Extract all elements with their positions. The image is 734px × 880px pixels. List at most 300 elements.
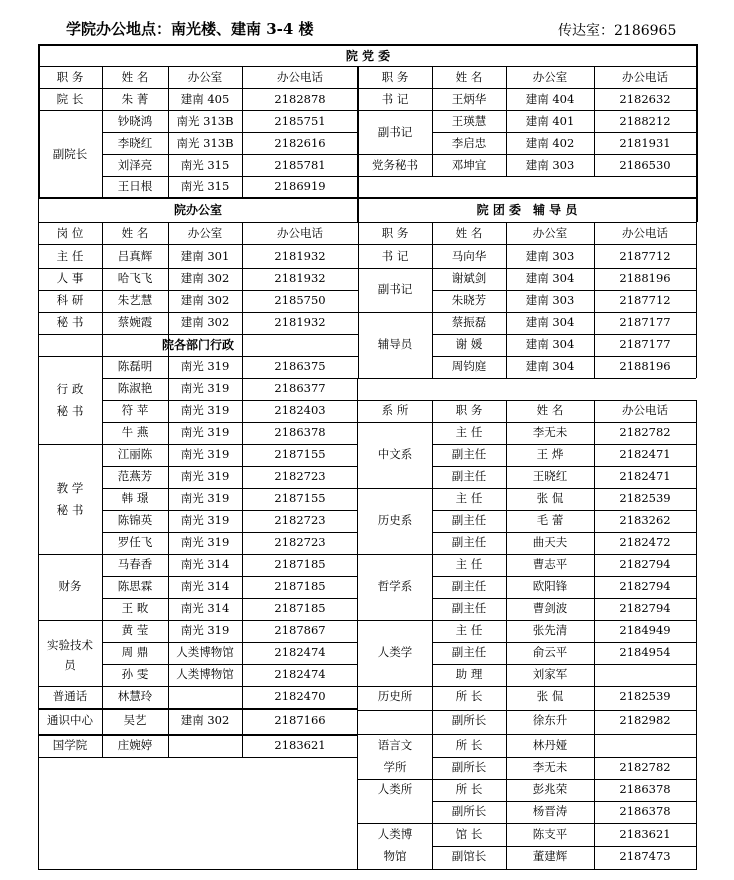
phone: 2187185 xyxy=(274,601,326,615)
phone: 2182474 xyxy=(274,667,326,681)
rule xyxy=(358,400,696,401)
dept-name: 欧阳锋 xyxy=(532,579,568,593)
frame-right-upper xyxy=(696,44,698,222)
rule xyxy=(242,66,243,197)
rule xyxy=(432,598,696,599)
rule xyxy=(242,222,243,356)
role: 书 记 xyxy=(381,249,409,263)
rule xyxy=(432,642,696,643)
rule xyxy=(38,686,358,687)
rule xyxy=(38,110,358,111)
name: 马向华 xyxy=(451,249,487,263)
col-header: 姓 名 xyxy=(121,226,149,240)
dept-phone: 2182472 xyxy=(619,535,671,549)
phone: 2187177 xyxy=(619,337,671,351)
office: 建南 402 xyxy=(525,136,575,150)
frame-top xyxy=(38,44,698,46)
role: 教 学 xyxy=(56,481,84,495)
rule xyxy=(102,532,358,533)
name: 朱 菁 xyxy=(121,92,149,106)
rule xyxy=(357,378,358,869)
rule xyxy=(102,510,358,511)
rule xyxy=(38,268,358,269)
name: 周钧庭 xyxy=(451,359,487,373)
frame-right-mid xyxy=(696,222,697,378)
dept-name: 刘家军 xyxy=(532,667,568,681)
rule xyxy=(102,664,358,665)
phone: 2182878 xyxy=(274,92,326,106)
dept-role: 副主任 xyxy=(451,645,487,659)
page-title: 学院办公地点：南光楼、建南 3-4 楼 xyxy=(66,20,314,38)
office: 南光 314 xyxy=(180,601,230,615)
office: 南光 315 xyxy=(180,179,230,193)
rule xyxy=(432,444,696,445)
rule xyxy=(358,268,696,269)
name: 周 鼎 xyxy=(121,645,149,659)
role: 财务 xyxy=(58,579,82,593)
name: 牛 燕 xyxy=(121,425,149,439)
rule xyxy=(358,488,696,489)
dept-phone: 2184954 xyxy=(619,645,671,659)
role: 科 研 xyxy=(56,293,84,307)
rule xyxy=(38,444,358,445)
phone: 2187867 xyxy=(274,623,326,637)
col-header: 职 务 xyxy=(455,403,483,417)
name: 马春香 xyxy=(117,557,153,571)
name: 韩 璟 xyxy=(121,491,149,505)
rule xyxy=(102,132,358,133)
rule xyxy=(102,400,358,401)
rule xyxy=(358,176,696,177)
dept-role: 主 任 xyxy=(455,491,483,505)
rule xyxy=(38,290,358,291)
phone: 2185781 xyxy=(274,158,326,172)
name: 陈锦英 xyxy=(117,513,153,527)
office: 建南 304 xyxy=(525,337,575,351)
name: 王瑛慧 xyxy=(451,114,487,128)
rule xyxy=(432,510,696,511)
dept-phone: 2182982 xyxy=(619,713,671,727)
rule xyxy=(358,734,696,735)
office: 建南 302 xyxy=(180,293,230,307)
role: 行 政 xyxy=(56,382,84,396)
dept-role: 副馆长 xyxy=(451,849,487,863)
phone: 2188212 xyxy=(619,114,671,128)
role: 院 长 xyxy=(56,92,84,106)
office: 南光 313B xyxy=(176,136,234,150)
rule xyxy=(432,576,696,577)
name: 李启忠 xyxy=(451,136,487,150)
office: 建南 304 xyxy=(525,315,575,329)
dept: 人类博 xyxy=(377,827,413,841)
role: 辅导员 xyxy=(377,337,413,351)
rule xyxy=(102,356,103,757)
rule xyxy=(38,620,358,621)
office: 建南 303 xyxy=(525,158,575,172)
name: 陈思霖 xyxy=(117,579,153,593)
rule xyxy=(102,66,103,197)
name: 邓坤宜 xyxy=(451,158,487,172)
rule xyxy=(38,244,696,245)
office: 建南 302 xyxy=(180,315,230,329)
dept-phone: 2182794 xyxy=(619,579,671,593)
role: 秘 书 xyxy=(56,315,84,329)
name: 江丽陈 xyxy=(117,447,153,461)
office: 南光 319 xyxy=(180,447,230,461)
office: 人类博物馆 xyxy=(176,667,234,681)
phone: 2188196 xyxy=(619,359,671,373)
phone: 2181932 xyxy=(274,249,326,263)
office: 南光 319 xyxy=(180,381,230,395)
phone: 2182632 xyxy=(619,92,671,106)
phone: 2186378 xyxy=(274,425,326,439)
rule xyxy=(506,400,507,869)
col-header: 办公电话 xyxy=(622,226,668,240)
section-heading-office: 院办公室 xyxy=(173,203,223,217)
phone: 2181932 xyxy=(274,271,326,285)
office: 建南 302 xyxy=(180,271,230,285)
dept-phone: 2184949 xyxy=(619,623,671,637)
rule xyxy=(242,356,243,757)
role: 秘 书 xyxy=(56,404,84,418)
dept-name: 毛 蕾 xyxy=(536,513,564,527)
phone: 2187155 xyxy=(274,491,326,505)
dept-phone: 2187473 xyxy=(619,849,671,863)
office: 南光 313B xyxy=(176,114,234,128)
rule xyxy=(102,222,103,356)
col-header: 办公电话 xyxy=(622,70,668,84)
rule xyxy=(432,846,696,847)
rule xyxy=(38,334,358,335)
name: 王日根 xyxy=(117,179,153,193)
rule xyxy=(432,132,696,133)
office: 南光 319 xyxy=(180,469,230,483)
name: 吴艺 xyxy=(123,713,147,727)
name: 朱艺慧 xyxy=(117,293,153,307)
role: 党务秘书 xyxy=(372,158,418,172)
phone: 2187185 xyxy=(274,557,326,571)
name: 哈飞飞 xyxy=(117,271,153,285)
dept: 人类所 xyxy=(377,782,413,796)
name: 黄 莹 xyxy=(121,623,149,637)
rule xyxy=(102,598,358,599)
dept: 中文系 xyxy=(377,447,413,461)
phone: 2187166 xyxy=(274,713,326,727)
dept: 历史所 xyxy=(377,689,413,703)
dept-name: 彭兆荣 xyxy=(532,782,568,796)
rule xyxy=(168,222,169,356)
col-header: 办公室 xyxy=(187,70,223,84)
name: 范燕芳 xyxy=(117,469,153,483)
rule xyxy=(102,422,358,423)
rule xyxy=(358,154,696,155)
frame-bottom xyxy=(38,869,696,870)
rule xyxy=(432,466,696,467)
dept-role: 副主任 xyxy=(451,447,487,461)
dept-phone: 2182794 xyxy=(619,601,671,615)
name: 陈磊明 xyxy=(117,359,153,373)
rule xyxy=(506,222,507,378)
dept-phone: 2182782 xyxy=(619,760,671,774)
rule xyxy=(432,334,696,335)
rule xyxy=(358,378,696,379)
col-header: 职 务 xyxy=(381,226,409,240)
rule xyxy=(358,710,696,711)
office: 南光 319 xyxy=(180,491,230,505)
name: 李晓红 xyxy=(117,136,153,150)
name: 钞晓鸿 xyxy=(117,114,153,128)
dept-name: 李无未 xyxy=(532,760,568,774)
col-header: 职 务 xyxy=(381,70,409,84)
phone: 2182474 xyxy=(274,645,326,659)
dept-role: 所 长 xyxy=(455,782,483,796)
dept-role: 助 理 xyxy=(455,667,483,681)
dept-phone: 2182539 xyxy=(619,491,671,505)
reception-phone: 传达室：2186965 xyxy=(558,23,677,39)
role: 主 任 xyxy=(56,249,84,263)
phone: 2185750 xyxy=(274,293,326,307)
dept-name: 陈支平 xyxy=(532,827,568,841)
section-heading-dangwei: 院 党 委 xyxy=(345,49,391,63)
section-heading-admin: 院各部门行政 xyxy=(161,338,235,352)
rule xyxy=(358,823,696,824)
rule xyxy=(38,312,358,313)
rule xyxy=(358,620,696,621)
rule xyxy=(38,222,696,223)
phone: 2187155 xyxy=(274,447,326,461)
role: 副书记 xyxy=(377,125,413,139)
role: 员 xyxy=(64,658,76,672)
office: 南光 319 xyxy=(180,623,230,637)
office: 南光 314 xyxy=(180,579,230,593)
dept: 语言文 xyxy=(377,738,413,752)
dept-name: 徐东升 xyxy=(532,713,568,727)
role: 人 事 xyxy=(56,271,84,285)
name: 谢斌剑 xyxy=(451,271,487,285)
phone: 2182723 xyxy=(274,535,326,549)
col-header: 姓 名 xyxy=(455,70,483,84)
rule xyxy=(102,576,358,577)
dept-name: 王晓红 xyxy=(532,469,568,483)
role: 通识中心 xyxy=(47,713,93,727)
phone: 2182403 xyxy=(274,403,326,417)
role: 普通话 xyxy=(52,689,88,703)
dept-name: 张 侃 xyxy=(536,689,564,703)
phone: 2187712 xyxy=(619,293,671,307)
dept-role: 主 任 xyxy=(455,425,483,439)
name: 朱晓芳 xyxy=(451,293,487,307)
rule xyxy=(38,734,358,736)
role: 实验技术 xyxy=(47,638,93,652)
phone: 2187185 xyxy=(274,579,326,593)
rule xyxy=(358,554,696,555)
dept-name: 曹志平 xyxy=(532,557,568,571)
name: 吕真辉 xyxy=(117,249,153,263)
name: 蔡婉霞 xyxy=(117,315,153,329)
dept-role: 副所长 xyxy=(451,804,487,818)
dept-role: 副所长 xyxy=(451,713,487,727)
rule xyxy=(594,66,595,176)
rule xyxy=(358,312,696,313)
name: 陈淑艳 xyxy=(117,381,153,395)
col-header: 姓 名 xyxy=(121,70,149,84)
dept-name: 曲天夫 xyxy=(532,535,568,549)
rule xyxy=(38,197,698,199)
dept-name: 张 侃 xyxy=(536,491,564,505)
col-header: 办公电话 xyxy=(277,226,323,240)
office: 南光 319 xyxy=(180,513,230,527)
phone: 2187712 xyxy=(619,249,671,263)
rule xyxy=(358,686,696,687)
rule xyxy=(38,757,358,758)
office: 建南 401 xyxy=(525,114,575,128)
phone: 2182723 xyxy=(274,469,326,483)
dept-role: 主 任 xyxy=(455,557,483,571)
frame-left xyxy=(38,197,39,870)
phone: 2181932 xyxy=(274,315,326,329)
dept: 物馆 xyxy=(383,849,407,863)
rule xyxy=(594,222,595,378)
dept-role: 副所长 xyxy=(451,760,487,774)
dept-role: 副主任 xyxy=(451,601,487,615)
office: 建南 303 xyxy=(525,249,575,263)
dept-name: 杨晋涛 xyxy=(532,804,568,818)
rule xyxy=(432,66,433,176)
rule xyxy=(102,154,358,155)
rule xyxy=(432,290,696,291)
name: 谢 媛 xyxy=(455,337,483,351)
dept-phone: 2183262 xyxy=(619,513,671,527)
name: 符 苹 xyxy=(121,403,149,417)
col-header: 职 务 xyxy=(56,70,84,84)
dept-role: 所 长 xyxy=(455,738,483,752)
office: 建南 404 xyxy=(525,92,575,106)
rule xyxy=(38,66,696,67)
section-heading-tuanwei: 院 团 委 辅 导 员 xyxy=(476,203,578,217)
phone: 2183621 xyxy=(274,738,326,752)
dept-role: 副主任 xyxy=(451,535,487,549)
dept-role: 副主任 xyxy=(451,579,487,593)
role: 国学院 xyxy=(52,738,88,752)
phone: 2182616 xyxy=(274,136,326,150)
phone: 2186530 xyxy=(619,158,671,172)
office: 建南 405 xyxy=(180,92,230,106)
office: 建南 301 xyxy=(180,249,230,263)
dept-phone: 2182539 xyxy=(619,689,671,703)
rule xyxy=(168,66,169,197)
rule xyxy=(38,554,358,555)
rule xyxy=(102,176,358,177)
dept-phone: 2186378 xyxy=(619,804,671,818)
dept-phone: 2182794 xyxy=(619,557,671,571)
rule xyxy=(102,378,358,379)
office: 南光 319 xyxy=(180,403,230,417)
dept-phone: 2182471 xyxy=(619,447,671,461)
rule xyxy=(358,422,696,423)
phone: 2182723 xyxy=(274,513,326,527)
col-header: 办公电话 xyxy=(622,403,668,417)
name: 刘泽亮 xyxy=(117,158,153,172)
phone: 2186375 xyxy=(274,359,326,373)
col-header: 办公电话 xyxy=(277,70,323,84)
office: 南光 319 xyxy=(180,425,230,439)
rule xyxy=(432,222,433,378)
office: 南光 315 xyxy=(180,158,230,172)
phone: 2188196 xyxy=(619,271,671,285)
col-header: 姓 名 xyxy=(455,226,483,240)
office: 建南 303 xyxy=(525,293,575,307)
rule xyxy=(432,664,696,665)
role: 副书记 xyxy=(377,282,413,296)
col-header: 办公室 xyxy=(532,226,568,240)
rule xyxy=(102,466,358,467)
role: 副院长 xyxy=(52,147,88,161)
dept-role: 所 长 xyxy=(455,689,483,703)
dept-phone: 2186378 xyxy=(619,782,671,796)
rule xyxy=(38,88,696,89)
dept: 人类学 xyxy=(377,645,413,659)
dept-role: 副主任 xyxy=(451,469,487,483)
name: 林慧玲 xyxy=(117,689,153,703)
dept-name: 李无未 xyxy=(532,425,568,439)
col-header: 办公室 xyxy=(532,70,568,84)
phone: 2182470 xyxy=(274,689,326,703)
dept-name: 王 烨 xyxy=(536,447,564,461)
name: 孙 雯 xyxy=(121,667,149,681)
dept: 哲学系 xyxy=(377,579,413,593)
dept-name: 俞云平 xyxy=(532,645,568,659)
col-header: 办公室 xyxy=(187,226,223,240)
role: 秘 书 xyxy=(56,503,84,517)
rule xyxy=(432,400,433,869)
dept-role: 主 任 xyxy=(455,623,483,637)
phone: 2187177 xyxy=(619,315,671,329)
rule xyxy=(357,66,359,222)
dept-role: 副主任 xyxy=(451,513,487,527)
phone: 2186377 xyxy=(274,381,326,395)
dept-name: 董建辉 xyxy=(532,849,568,863)
dept: 学所 xyxy=(383,760,407,774)
rule xyxy=(594,400,595,869)
name: 罗任飞 xyxy=(117,535,153,549)
rule xyxy=(102,488,358,489)
dept-role: 馆 长 xyxy=(455,827,483,841)
phone: 2185751 xyxy=(274,114,326,128)
phone: 2186919 xyxy=(274,179,326,193)
rule xyxy=(432,757,696,758)
office: 人类博物馆 xyxy=(176,645,234,659)
rule xyxy=(358,779,696,780)
name: 王 畋 xyxy=(121,601,149,615)
rule xyxy=(38,356,358,357)
rule xyxy=(432,801,696,802)
role: 书 记 xyxy=(381,92,409,106)
name: 王炳华 xyxy=(451,92,487,106)
rule xyxy=(358,222,359,378)
dept-phone: 2182782 xyxy=(619,425,671,439)
rule xyxy=(102,642,358,643)
dept-phone: 2183621 xyxy=(619,827,671,841)
rule xyxy=(432,532,696,533)
rule xyxy=(168,356,169,757)
frame-right-lower xyxy=(696,400,697,870)
dept-phone: 2182471 xyxy=(619,469,671,483)
col-header: 系 所 xyxy=(381,403,409,417)
office: 建南 304 xyxy=(525,359,575,373)
rule xyxy=(506,66,507,176)
office: 建南 304 xyxy=(525,271,575,285)
col-header: 姓 名 xyxy=(536,403,564,417)
